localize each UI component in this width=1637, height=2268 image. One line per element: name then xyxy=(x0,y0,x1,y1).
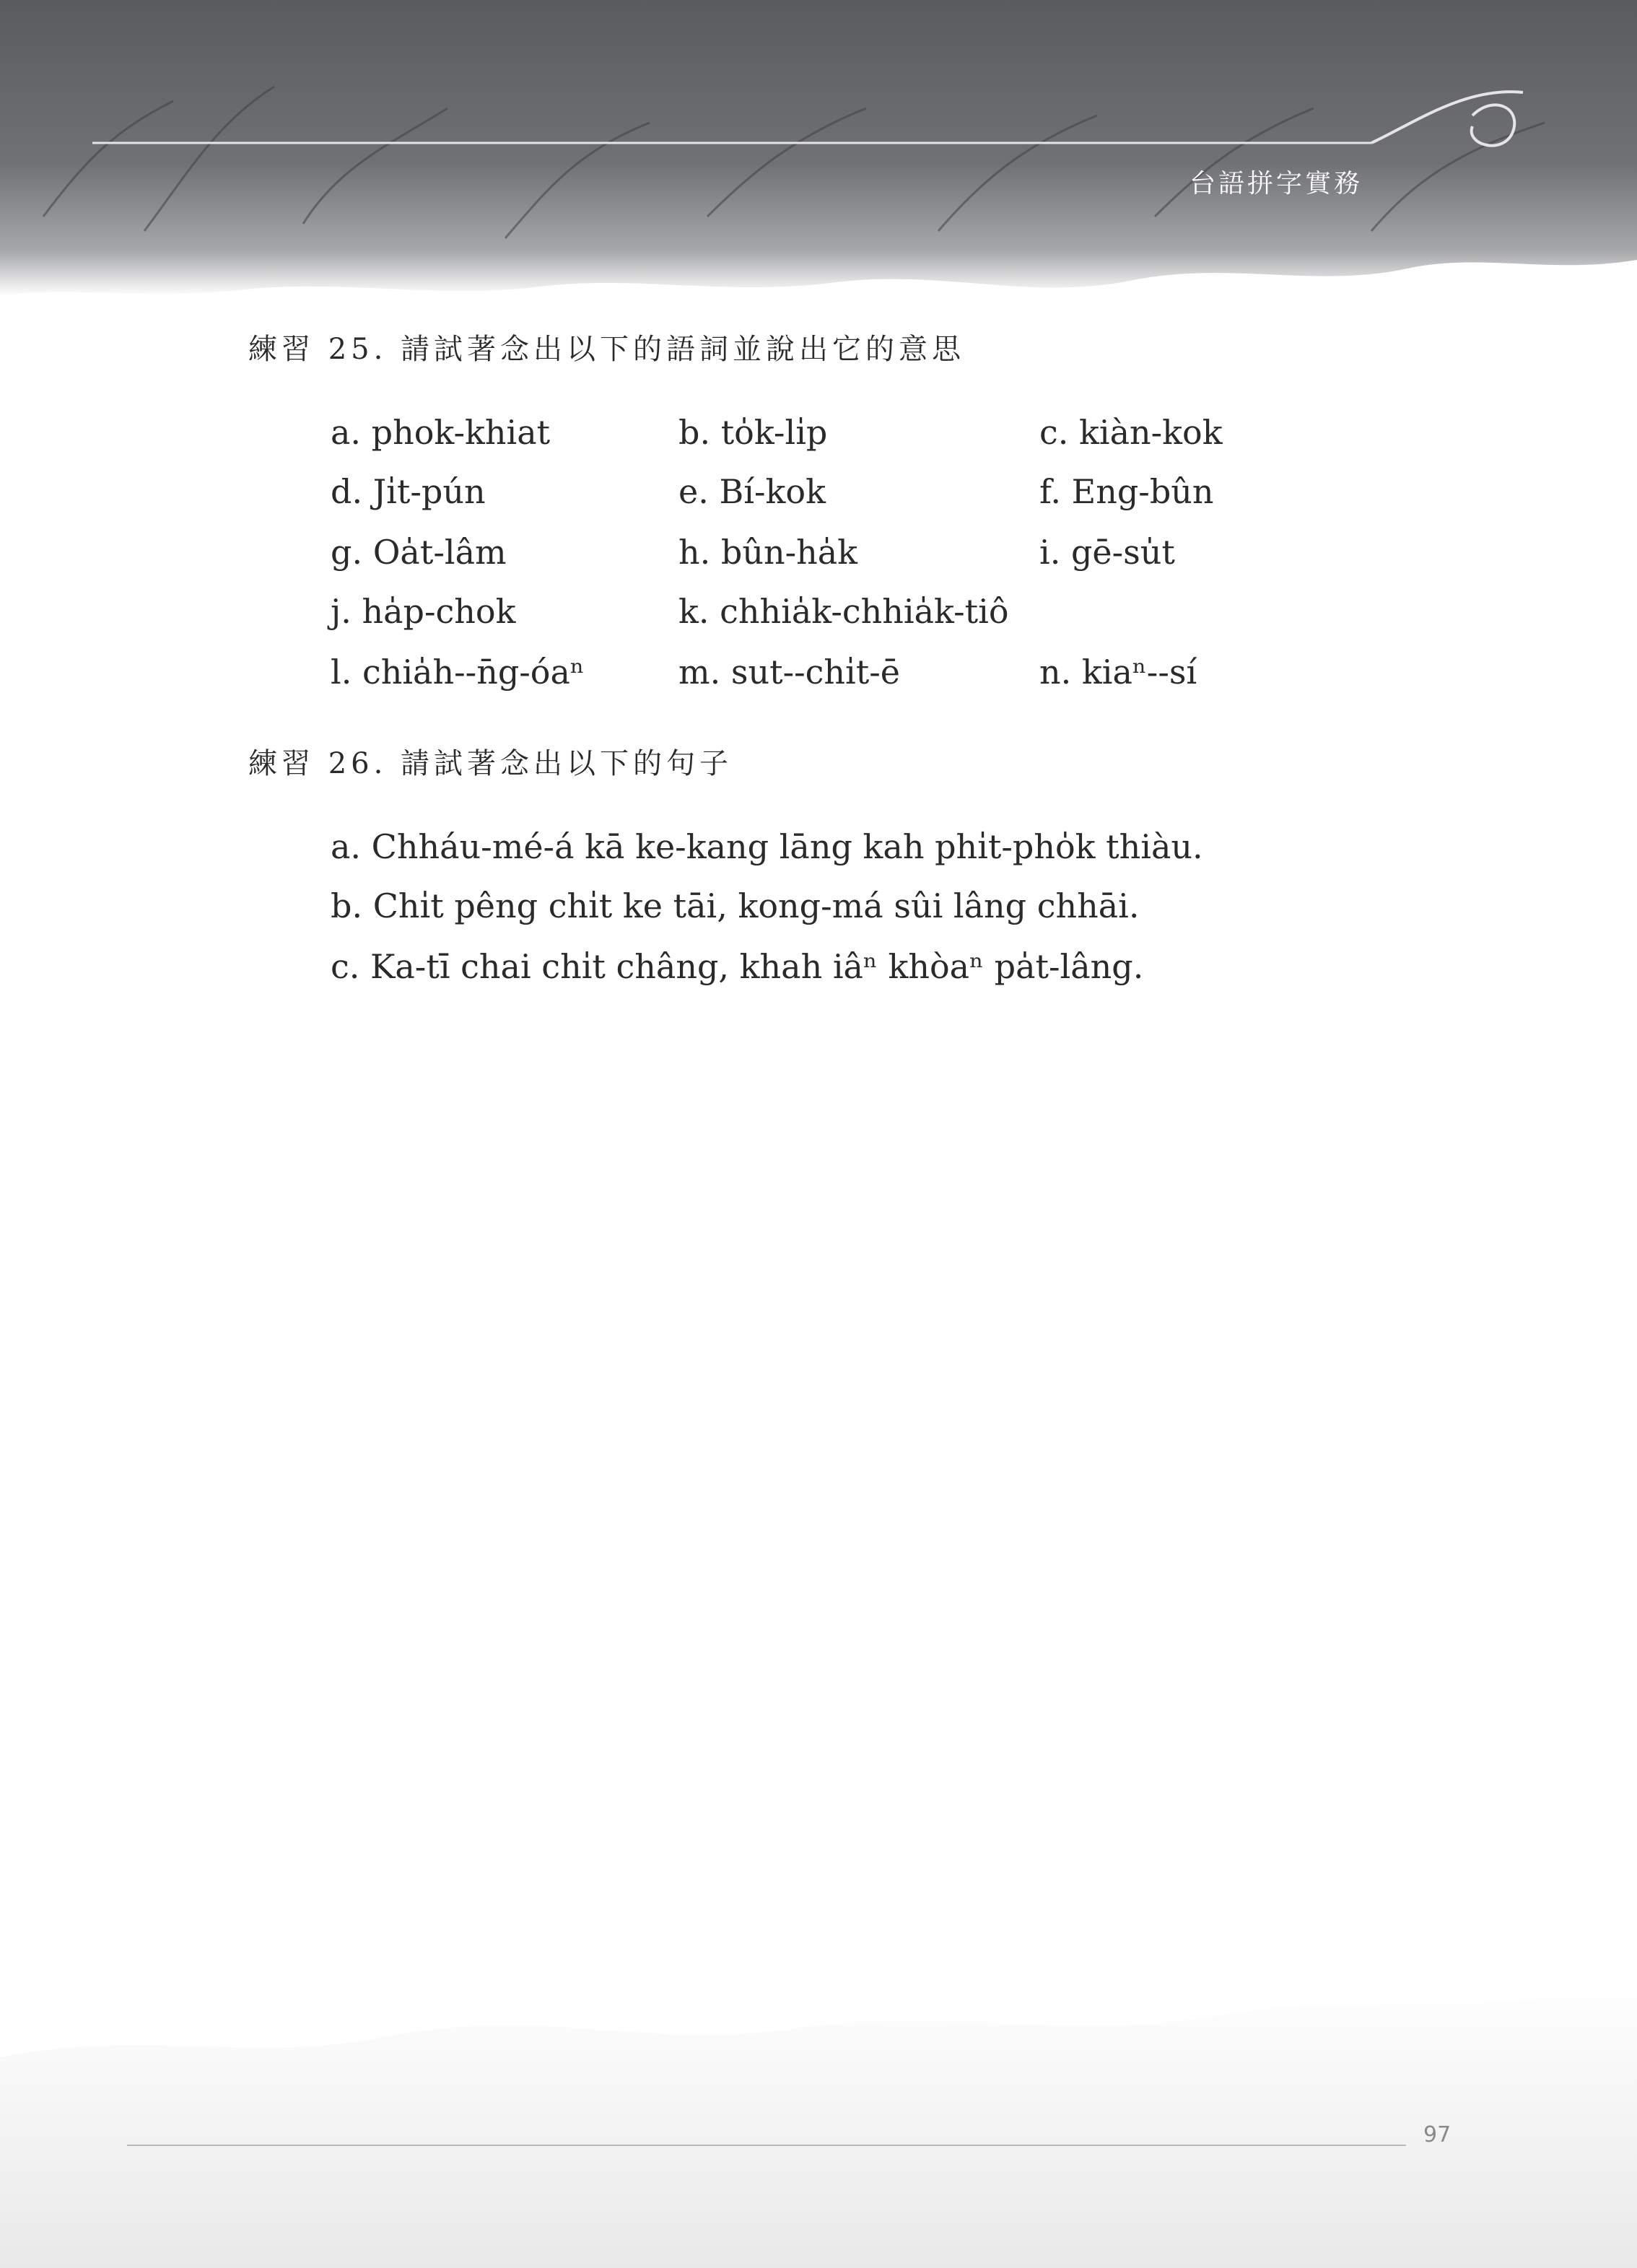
vocab-item-a: a. phok-khiat xyxy=(331,413,551,452)
sentence-b: b. Chi̍t pêng chi̍t ke tāi, kong-má sûi lâng chhāi. xyxy=(331,886,1140,925)
vocab-item-g: g. Oa̍t-lâm xyxy=(331,533,507,572)
vocab-item-i: i. gē-su̍t xyxy=(1039,533,1175,572)
vocab-item-j: j. ha̍p-chok xyxy=(331,592,516,631)
sentence-a: a. Chháu-mé-á kā ke-kang lāng kah phi̍t-pho̍k thiàu. xyxy=(331,827,1203,866)
vocab-item-b: b. to̍k-li̍p xyxy=(678,413,828,452)
footer-wash xyxy=(0,1949,1637,2268)
vocab-item-n: n. kiaⁿ--sí xyxy=(1039,653,1197,692)
vocab-item-d: d. Ji̍t-pún xyxy=(331,472,486,511)
vocab-item-l: l. chia̍h--n̄g-óaⁿ xyxy=(331,653,585,692)
exercise-26-heading: 練習 26. 請試著念出以下的句子 xyxy=(248,747,733,780)
vocab-item-m: m. sut--chi̍t-ē xyxy=(678,653,901,692)
running-head: 台語拼字實務 xyxy=(1189,169,1363,199)
vocab-item-e: e. Bí-kok xyxy=(678,472,826,511)
vocab-item-h: h. bûn-ha̍k xyxy=(678,533,858,572)
vocab-item-k: k. chhia̍k-chhia̍k-tiô xyxy=(678,592,1009,631)
header-banner xyxy=(0,0,1637,310)
banner-texture xyxy=(0,0,1637,310)
page-number: 97 xyxy=(1423,2122,1452,2147)
exercise-25-heading: 練習 25. 請試著念出以下的語詞並說出它的意思 xyxy=(248,333,966,366)
sentence-c: c. Ka-tī chai chi̍t châng, khah iâⁿ khòaⁿ pa̍t-lâng. xyxy=(331,947,1144,986)
vocab-item-f: f. Eng-bûn xyxy=(1039,472,1214,511)
vocab-item-c: c. kiàn-kok xyxy=(1039,413,1223,452)
footer-texture xyxy=(0,1949,1637,2268)
